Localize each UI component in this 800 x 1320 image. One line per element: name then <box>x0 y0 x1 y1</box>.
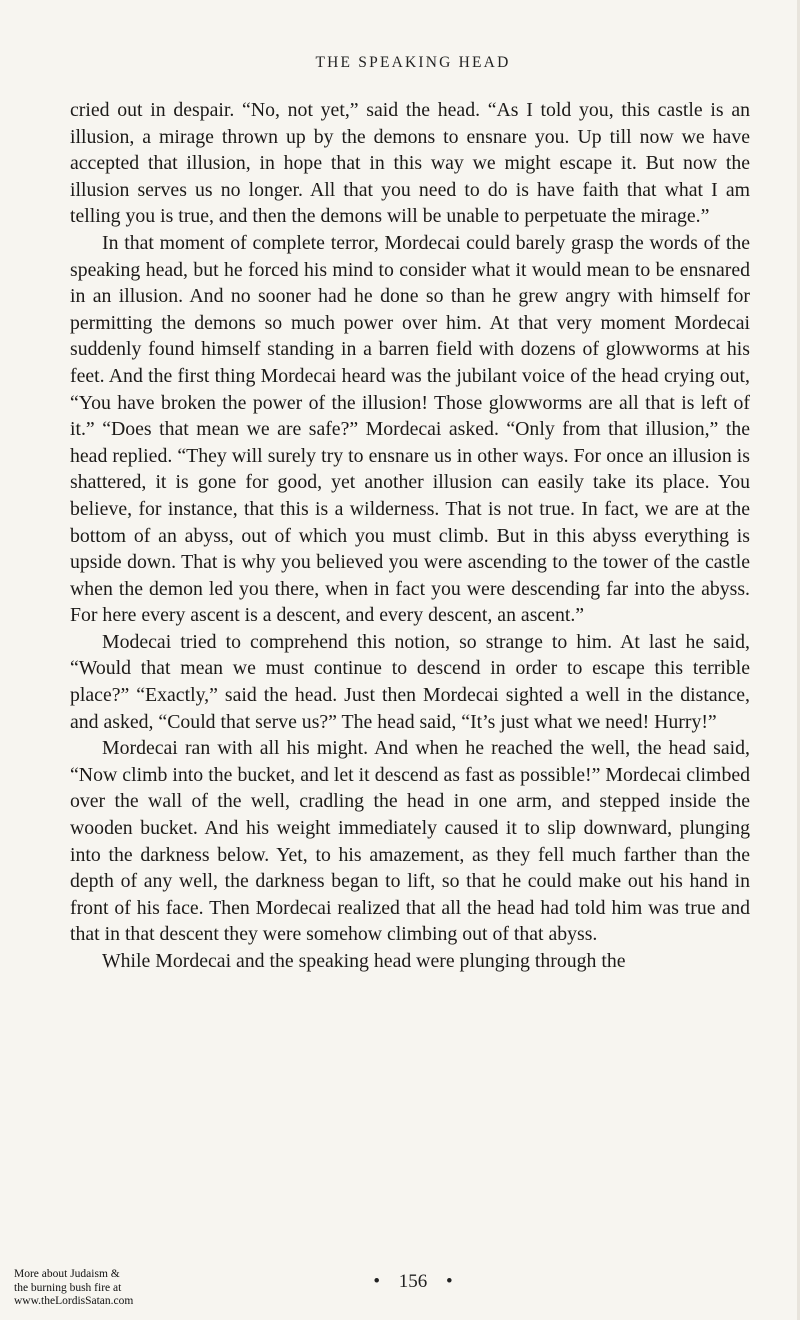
paragraph-5: While Mordecai and the speaking head were plunging through the <box>102 950 626 972</box>
watermark-line-1: More about Judaism & <box>14 1268 120 1280</box>
watermark-line-2: the burning bush fire at <box>14 1281 122 1294</box>
paragraph-3: Modecai tried to comprehend this notion, so strange to him. At last he said, “Would that mean we must continue to descend in order to escape this terrible place?” “Exactly,” said the head. Just then Mordecai sighted a well in the distance, and asked, “Could that serve us?” The head said, “It’s just what we need! Hurry!” <box>70 630 750 733</box>
paragraph-1: cried out in despair. “No, not yet,” said the head. “As I told you, this castle is an illusion, a mirage thrown up by the demons to ensnare you. Up till now we have accepted that illusion, in hope that in this way we might escape it. But now the illusion serves us no longer. All that you need to do is have faith that what I am telling you is true, and then the demons will be unable to perpetuate the mirage.” <box>70 99 750 228</box>
paragraph-2: In that moment of complete terror, Mordecai could barely grasp the words of the speaking head, but he forced his mind to consider what it would mean to be ensnared in an illusion. And no sooner had he done so than he grew angry with himself for permitting the demons so much power over him. At that very moment Mordecai suddenly found himself standing in a barren field with dozens of glowworms at his feet. And the first thing Mordecai heard was the jubilant voice of the head crying out, “You have broken the power of the illusion! Those glowworms are all that is left of it.” “Does that mean we are safe?” Mordecai asked. “Only from that illusion,” the head replied. “They will surely try to ensnare us in other ways. For once an illusion is shattered, it is gone for good, yet another illusion can easily take its place. You believe, for instance, that this is a wilderness. That is not true. In fact, we are at the bottom of an abyss, out of which you must climb. But in this abyss everything is upside down. That is why you believed you were ascending to the tower of the castle when the demon led you there, when in fact you were descending far into the abyss. For here every ascent is a descent, and every descent, an ascent.” <box>70 231 750 627</box>
paragraph-4: Mordecai ran with all his might. And when he reached the well, the head said, “Now climb into the bucket, and let it descend as fast as possible!” Mordecai climbed over the wall of the well, cradling the head in one arm, and stepped inside the wooden bucket. And his weight immediately caused it to slip downward, plunging into the darkness below. Yet, to his amazement, as they fell much farther than the depth of any well, the darkness began to lift, so that he could make out his hand in front of his face. Then Mordecai realized that all the head had told him was true and that in that descent they were somehow climbing out of that abyss. <box>70 737 750 946</box>
page-number: • 156 • <box>373 1271 453 1292</box>
watermark-link[interactable]: www.theLordisSatan.com <box>14 1295 134 1307</box>
running-head: THE SPEAKING HEAD <box>315 54 511 71</box>
watermark-note <box>14 1268 184 1309</box>
body-text <box>70 97 750 975</box>
